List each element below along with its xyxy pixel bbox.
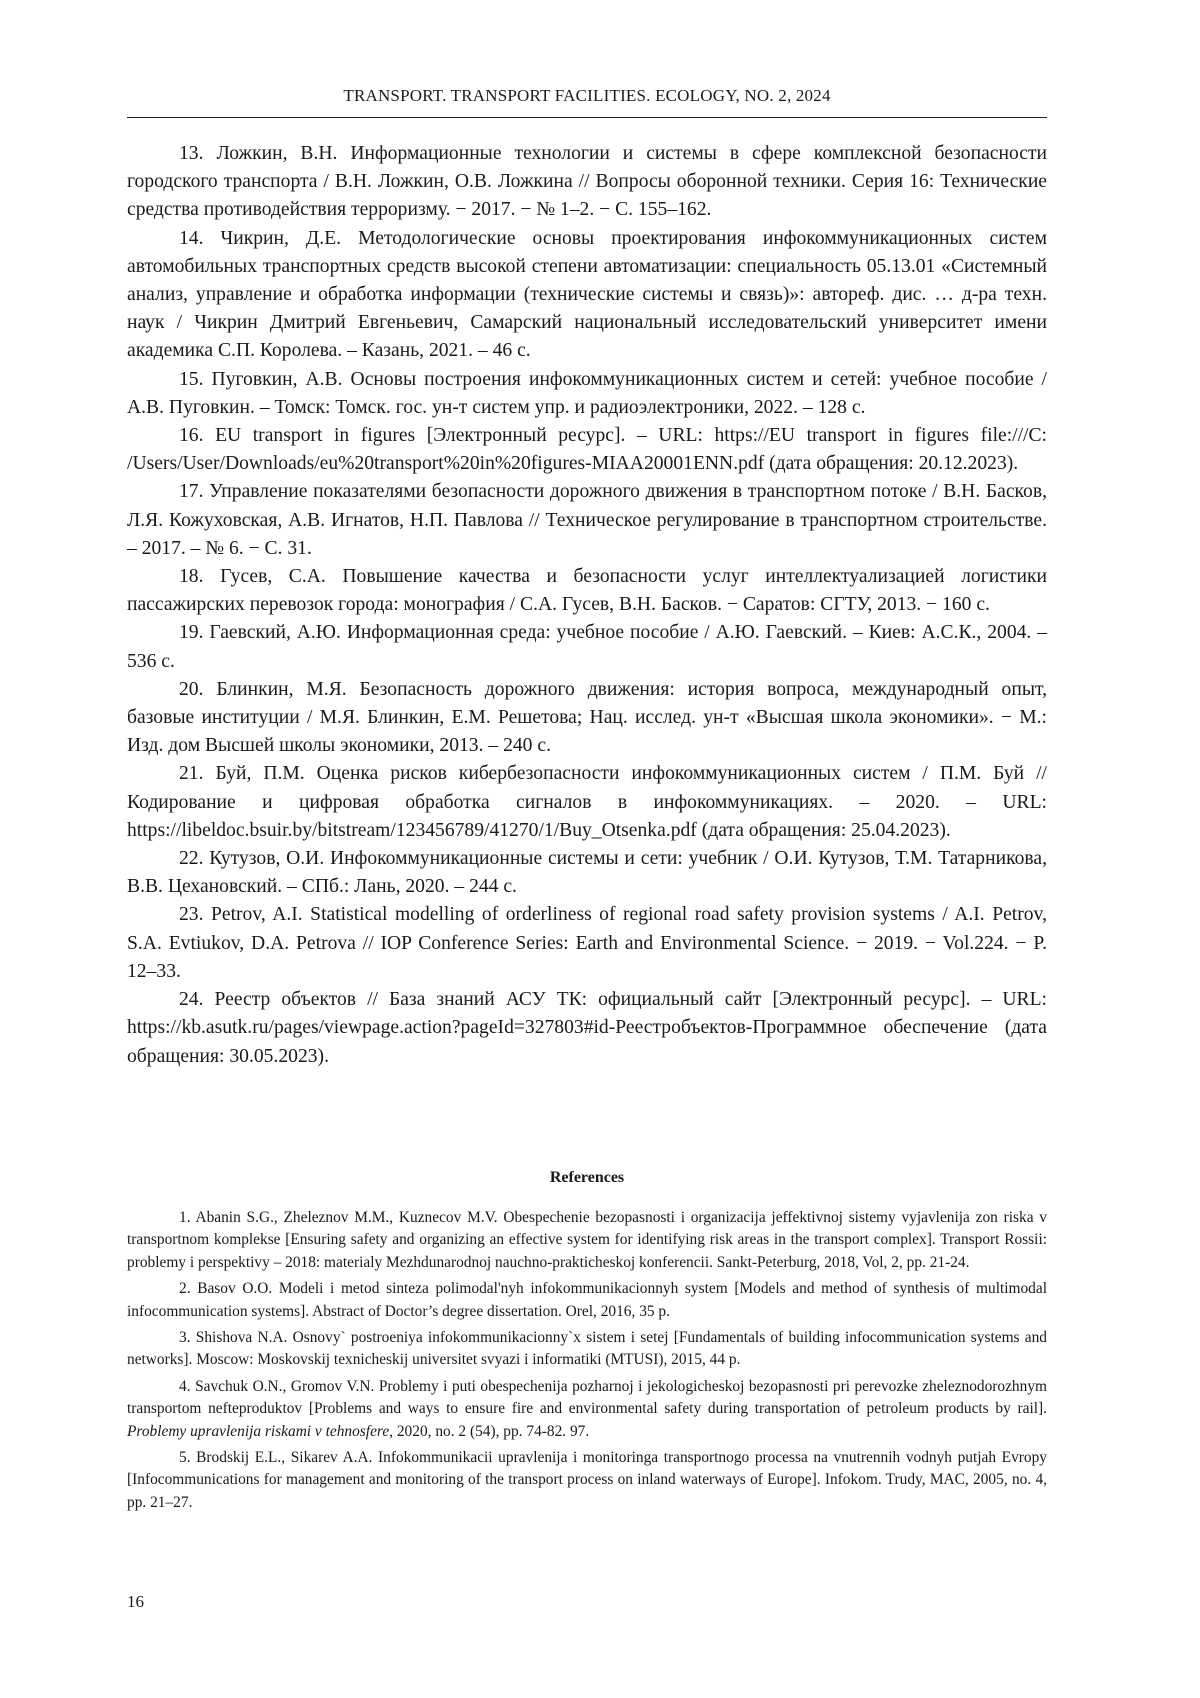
bib-entry-18 (127, 563, 1047, 619)
bib-entry-16 (127, 422, 1047, 478)
reference-5 (127, 1447, 1047, 1514)
bib-entry-23 (127, 901, 1047, 986)
references-heading: References (127, 1169, 1047, 1187)
bib-entry-22 (127, 845, 1047, 901)
ref-number: 1. (179, 1209, 191, 1226)
bib-text: EU transport in figures [Электронный ресурс]. – URL: https://EU transport in figures file:///C: /Users/User/Downloads/eu%20transport%20in%20figures-MIAA20001ENN.pdf (дата обращения: 20.12.2023). (127, 425, 1047, 474)
bib-text: Буй, П.М. Оценка рисков кибербезопасности инфокоммуникационных систем / П.М. Буй // Кодирование и цифровая обработка сигналов в инфокоммуникациях. – 2020. – URL: https://libeldoc.bsuir.by/bitstream/123456789/41270/1/Buy_Otsenka.pdf (дата обращения: 25.04.2023). (127, 763, 1047, 840)
ref-text: Shishova N.A. Osnovy` postroeniya infokommunikacionny`x sistem i setej [Fundamentals of building infocommunication systems and networks]. Moscow: Moskovskij texnicheskij universitet svyazi i informatiki (MTUSI), 2015, 44 p. (127, 1329, 1047, 1368)
bib-number: 17. (179, 481, 204, 502)
bib-number: 21. (179, 763, 204, 784)
bib-number: 19. (179, 622, 204, 643)
bib-text: Гусев, С.А. Повышение качества и безопасности услуг интеллектуализацией логистики пассажирских перевозок города: монография / С.А. Гусев, В.Н. Басков. − Саратов: СГТУ, 2013. − 160 с. (127, 566, 1047, 615)
bib-text: Кутузов, О.И. Инфокоммуникационные системы и сети: учебник / О.И. Кутузов, Т.М. Татарникова, В.В. Цехановский. – СПб.: Лань, 2020. – 244 с. (127, 848, 1047, 897)
bibliography-ru (127, 140, 1047, 1071)
ref-text: Brodskij E.L., Sikarev A.A. Infokommunikacii upravlenija i monitoringa transportnogo processa na vnutrennih vodnyh putjah Evropy [Infocommunications for management and monitoring of the transport process on inland waterways of Europe]. Infokom. Trudy, MAC, 2005, no. 4, pp. 21–27. (127, 1449, 1047, 1511)
ref-number: 4. (179, 1378, 191, 1395)
bib-number: 22. (179, 848, 204, 869)
ref-text: Savchuk O.N., Gromov V.N. Problemy i puti obespechenija pozharnoj i jekologicheskoj bezopasnosti pri perevozke zheleznodorozhnym transportom nefteproduktov [Problems and ways to ensure fire and environmental safety during transportation of petroleum products by rail]. (127, 1378, 1047, 1417)
bib-number: 24. (179, 989, 204, 1010)
reference-1 (127, 1207, 1047, 1274)
running-header: TRANSPORT. TRANSPORT FACILITIES. ECOLOGY, NO. 2, 2024 (127, 86, 1047, 106)
bib-entry-20 (127, 676, 1047, 761)
ref-journal-title: Problemy upravlenija riskami v tehnosfere (127, 1423, 389, 1440)
bib-text: Блинкин, М.Я. Безопасность дорожного движения: история вопроса, международный опыт, базовые институции / М.Я. Блинкин, Е.М. Решетова; Нац. исслед. ун-т «Высшая школа экономики». − М.: Изд. дом Высшей школы экономики, 2013. – 240 с. (127, 679, 1047, 756)
bib-entry-19 (127, 619, 1047, 675)
bib-entry-14 (127, 225, 1047, 366)
bib-text: Управление показателями безопасности дорожного движения в транспортном потоке / В.Н. Басков, Л.Я. Кожуховская, А.В. Игнатов, Н.П. Павлова // Техническое регулирование в транспортном строительстве. – 2017. – № 6. − С. 31. (127, 481, 1047, 558)
bib-number: 14. (179, 228, 204, 249)
bib-text: Реестр объектов // База знаний АСУ ТК: официальный сайт [Электронный ресурс]. – URL: https://kb.asutk.ru/pages/viewpage.action?pageId=327803#id-Реестробъектов-Программное обеспечение (дата обращения: 30.05.2023). (127, 989, 1047, 1066)
bib-text: Ложкин, В.Н. Информационные технологии и системы в сфере комплексной безопасности городского транспорта / В.Н. Ложкин, О.В. Ложкина // Вопросы оборонной техники. Серия 16: Технические средства противодействия терроризму. − 2017. − № 1–2. − С. 155–162. (127, 143, 1047, 220)
reference-3 (127, 1327, 1047, 1372)
bib-number: 15. (179, 369, 204, 390)
bibliography-en (127, 1207, 1047, 1518)
bib-number: 16. (179, 425, 204, 446)
bib-entry-17 (127, 478, 1047, 563)
bib-number: 20. (179, 679, 204, 700)
bib-number: 23. (179, 904, 204, 925)
ref-number: 2. (179, 1280, 191, 1297)
ref-number: 5. (179, 1449, 191, 1466)
reference-2 (127, 1278, 1047, 1323)
ref-text: Abanin S.G., Zheleznov M.M., Kuznecov M.V. Obespechenie bezopasnosti i organizacija jeffektivnoj sistemy vyjavlenija zon riska v transportnom komplekse [Ensuring safety and organizing an effective system for identifying risk areas in the transport complex]. Transport Rossii: problemy i perspektivy – 2018: materialy Mezhdunarodnoj nauchno-prakticheskoj konferencii. Sankt-Peterburg, 2018, Vol, 2, pp. 21-24. (127, 1209, 1047, 1271)
ref-text: Basov O.O. Modeli i metod sinteza polimodal'nyh infokommunikacionnyh system [Models and method of synthesis of multimodal infocommunication systems]. Abstract of Doctor’s degree dissertation. Orel, 2016, 35 p. (127, 1280, 1047, 1319)
ref-number: 3. (179, 1329, 191, 1346)
bib-entry-21 (127, 760, 1047, 845)
bib-number: 13. (179, 143, 204, 164)
header-divider (127, 117, 1047, 118)
reference-4 (127, 1376, 1047, 1443)
ref-text-tail: , 2020, no. 2 (54), pp. 74-82. 97. (389, 1423, 589, 1440)
bib-text: Гаевский, А.Ю. Информационная среда: учебное пособие / А.Ю. Гаевский. – Киев: А.С.К., 2004. – 536 с. (127, 622, 1047, 671)
bib-text: Пуговкин, А.В. Основы построения инфокоммуникационных систем и сетей: учебное пособие / А.В. Пуговкин. – Томск: Томск. гос. ун-т систем упр. и радиоэлектроники, 2022. – 128 с. (127, 369, 1047, 418)
page-number: 16 (127, 1592, 144, 1612)
bib-number: 18. (179, 566, 204, 587)
bib-text: Чикрин, Д.Е. Методологические основы проектирования инфокоммуникационных систем автомобильных транспортных средств высокой степени автоматизации: специальность 05.13.01 «Системный анализ, управление и обработка информации (технические системы и связь)»: автореф. дис. … д-ра техн. наук / Чикрин Дмитрий Евгеньевич, Самарский национальный исследовательский университет имени академика С.П. Королева. – Казань, 2021. – 46 с. (127, 228, 1047, 362)
bib-text: Petrov, A.I. Statistical modelling of orderliness of regional road safety provision systems / A.I. Petrov, S.A. Evtiukov, D.A. Petrova // IOP Conference Series: Earth and Environmental Science. − 2019. − Vol.224. − P. 12–33. (127, 904, 1047, 981)
bib-entry-15 (127, 366, 1047, 422)
bib-entry-24 (127, 986, 1047, 1071)
bib-entry-13 (127, 140, 1047, 225)
